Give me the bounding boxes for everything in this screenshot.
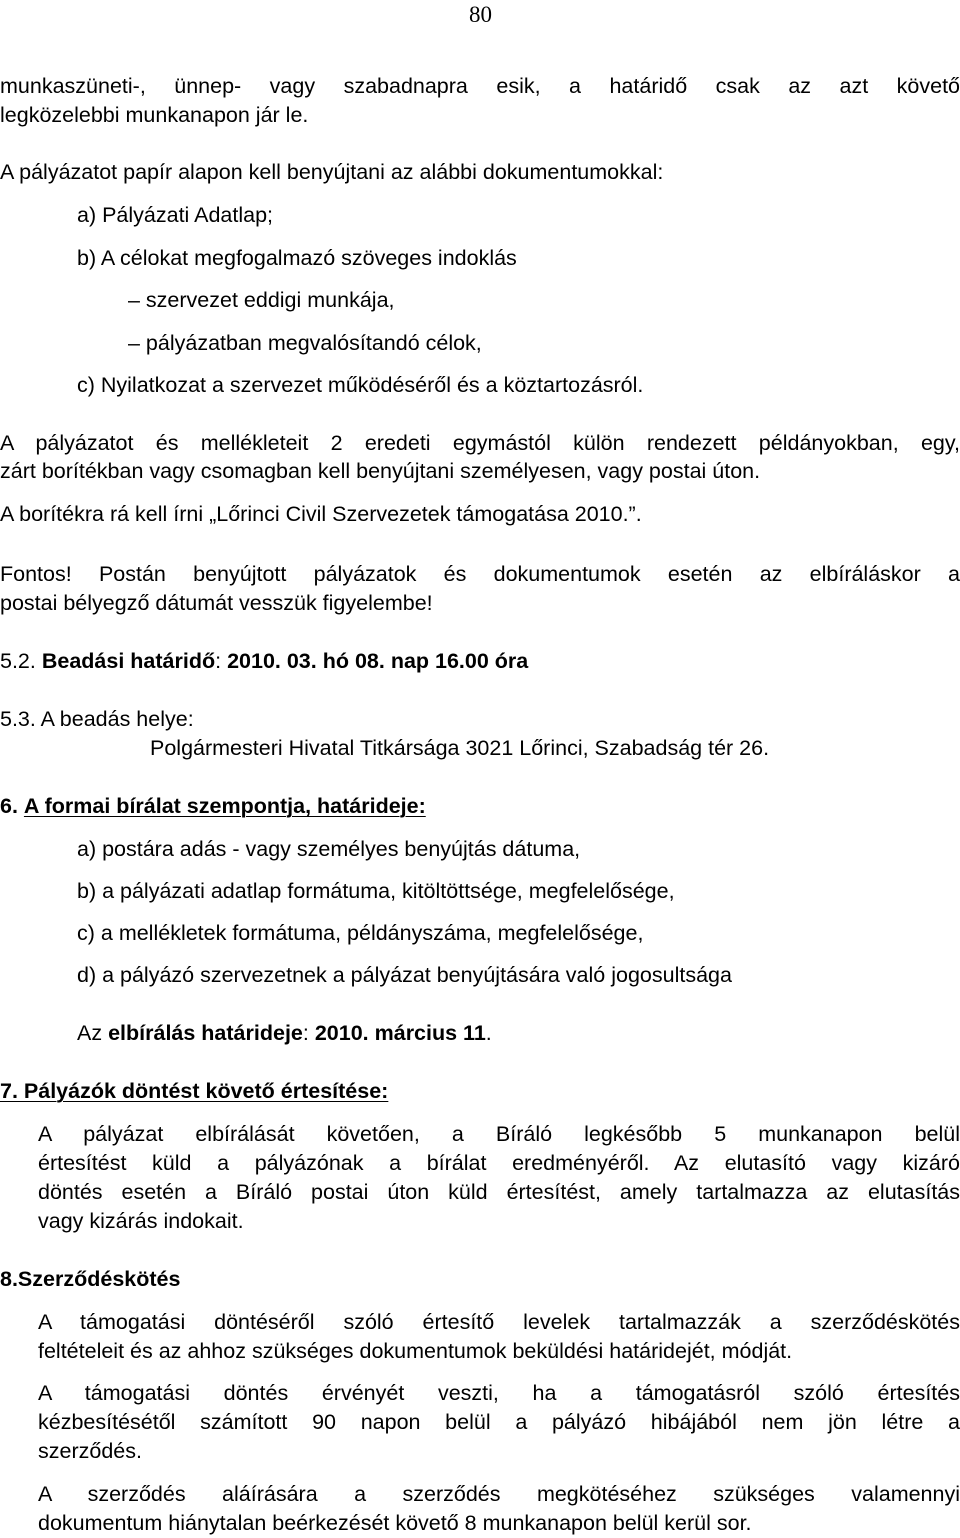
section-title: 7. Pályázók döntést követő értesítése: (0, 1079, 389, 1103)
section-number: 5.3. (0, 707, 36, 731)
list-item: a) Pályázati Adatlap; (77, 203, 274, 227)
paragraph-line: A támogatási döntéséről szóló értesítő levelek tartalmazzák a szerződéskötés (38, 1310, 960, 1334)
section-6-heading (0, 792, 426, 821)
section-label: Beadási határidő (41, 649, 216, 673)
submission-address: Polgármesteri Hivatal Titkársága 3021 Lőrinci, Szabadság tér 26. (150, 736, 770, 760)
paragraph-line: zárt borítékban vagy csomagban kell benyújtani személyesen, vagy postai úton. (0, 459, 761, 483)
section-number: 5.2. (0, 649, 36, 673)
section-title: 8.Szerződéskötés (0, 1267, 181, 1291)
period: . (485, 1021, 492, 1045)
list-item: b) A célokat megfogalmazó szöveges indoklás (77, 246, 517, 270)
evaluation-deadline (77, 1019, 492, 1048)
notice-line: postai bélyegző dátumát vesszük figyelembe! (0, 591, 433, 615)
list-item: a) postára adás - vagy személyes benyújtás dátuma, (77, 837, 581, 861)
notice-line: Fontos! Postán benyújtott pályázatok és dokumentumok esetén az elbíráláskor a (0, 562, 960, 586)
paragraph-line: A pályázatot és mellékleteit 2 eredeti egymástól külön rendezett példányokban, egy, (0, 431, 960, 455)
sub-list-item: – szervezet eddigi munkája, (128, 288, 395, 312)
paragraph-line: döntés esetén a Bíráló postai úton küld értesítést, amely tartalmazza az elutasítás (38, 1180, 960, 1204)
list-item: b) a pályázati adatlap formátuma, kitöltöttsége, megfelelősége, (77, 879, 675, 903)
paragraph-line: vagy kizárás indokait. (38, 1209, 244, 1233)
colon: : (215, 649, 222, 673)
paragraph-line: A borítékra rá kell írni „Lőrinci Civil Szervezetek támogatása 2010.”. (0, 502, 642, 526)
section-number: 6. (0, 794, 18, 818)
colon: : (302, 1021, 309, 1045)
list-item: d) a pályázó szervezetnek a pályázat benyújtására való jogosultsága (77, 963, 732, 987)
section-8-heading (0, 1265, 180, 1294)
paragraph-line: kézbesítésétől számított 90 napon belül a pályázó hibájából nem jön létre a (38, 1410, 960, 1434)
page-number: 80 (469, 2, 492, 27)
paragraph-line: szerződés. (38, 1439, 142, 1463)
paragraph-line: A szerződés aláírására a szerződés megkötéséhez szükséges valamennyi (38, 1482, 960, 1506)
submission-deadline: 2010. 03. hó 08. nap 16.00 óra (227, 649, 529, 673)
paragraph-line: munkaszüneti-, ünnep- vagy szabadnapra esik, a határidő csak az azt követő (0, 74, 960, 98)
section-7-heading (0, 1077, 388, 1106)
deadline-label: elbírálás határideje (108, 1021, 303, 1045)
section-5-3 (0, 705, 194, 734)
deadline-date: 2010. március 11 (314, 1021, 486, 1045)
section-5-2 (0, 647, 528, 676)
section-title: A formai bírálat szempontja, határideje: (23, 794, 426, 818)
paragraph-line: A támogatási döntés érvényét veszti, ha a támogatásról szóló értesítés (38, 1381, 960, 1405)
list-intro: A pályázatot papír alapon kell benyújtani az alábbi dokumentumokkal: (0, 160, 664, 184)
paragraph-line: A pályázat elbírálását követően, a Bíráló legkésőbb 5 munkanapon belül (38, 1122, 960, 1146)
paragraph-line: legközelebbi munkanapon jár le. (0, 103, 309, 127)
paragraph-line: dokumentum hiánytalan beérkezését követő 8 munkanapon belül kerül sor. (38, 1511, 752, 1535)
list-item: c) a mellékletek formátuma, példányszáma, megfelelősége, (77, 921, 644, 945)
paragraph-line: feltételeit és az ahhoz szükséges dokumentumok beküldési határidejét, módját. (38, 1339, 793, 1363)
paragraph-line: értesítést küld a pályázónak a bírálat eredményéről. Az elutasító vagy kizáró (38, 1151, 960, 1175)
sub-list-item: – pályázatban megvalósítandó célok, (128, 331, 482, 355)
prefix: Az (77, 1021, 103, 1045)
section-label: A beadás helye: (40, 707, 194, 731)
list-item: c) Nyilatkozat a szervezet működéséről és a köztartozásról. (77, 373, 644, 397)
